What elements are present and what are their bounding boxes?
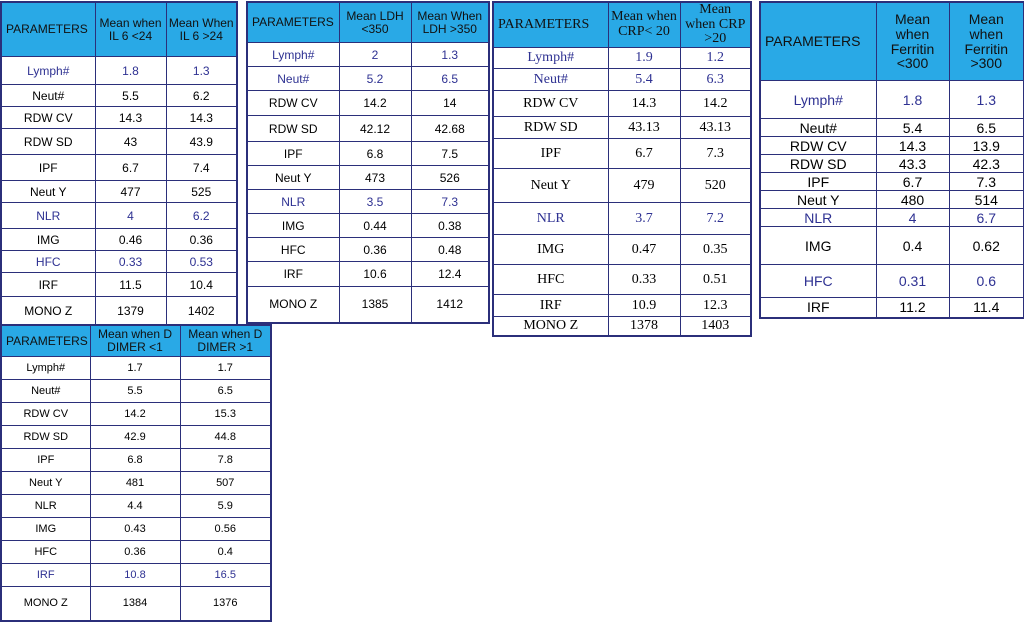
value-cell: 6.7 (95, 155, 166, 181)
table-row (1, 273, 237, 297)
header-col-1: Mean LDH <350 (339, 2, 411, 43)
value-cell: 43.13 (680, 117, 751, 139)
value-cell: 5.2 (339, 67, 411, 91)
value-cell: 0.33 (608, 265, 680, 295)
table-row (247, 166, 489, 190)
param-name: RDW CV (1, 403, 90, 426)
value-cell: 0.33 (95, 251, 166, 273)
param-name: IMG (247, 214, 339, 238)
param-name: NLR (1, 203, 95, 229)
value-cell: 6.5 (411, 67, 489, 91)
table-row (1, 229, 237, 251)
table-row (493, 139, 751, 169)
table-row (760, 119, 1024, 137)
value-cell: 0.47 (608, 235, 680, 265)
table-row (247, 214, 489, 238)
param-name: NLR (1, 495, 90, 518)
param-name: NLR (493, 203, 608, 235)
param-name: HFC (247, 238, 339, 262)
table-row (760, 191, 1024, 209)
table-header-row (247, 2, 489, 43)
param-name: MONO Z (493, 317, 608, 336)
value-cell: 1384 (90, 587, 180, 621)
value-cell: 5.4 (608, 69, 680, 91)
value-cell: 43.13 (608, 117, 680, 139)
value-cell: 0.62 (949, 227, 1024, 265)
header-parameters: PARAMETERS (1, 2, 95, 57)
table-row (493, 169, 751, 203)
value-cell: 1385 (339, 287, 411, 323)
param-name: Lymph# (493, 48, 608, 69)
table-row (247, 91, 489, 116)
value-cell: 10.6 (339, 262, 411, 287)
table-row (1, 403, 271, 426)
param-name: RDW CV (1, 107, 95, 129)
il6-comparison-table (0, 1, 238, 327)
value-cell: 16.5 (180, 564, 271, 587)
value-cell: 0.46 (95, 229, 166, 251)
value-cell: 5.4 (876, 119, 949, 137)
ldh-comparison-table (246, 1, 490, 324)
param-name: Neut# (493, 69, 608, 91)
value-cell: 0.56 (180, 518, 271, 541)
header-col-2: Mean when Ferritin >300 (949, 2, 1024, 81)
crp-comparison-table (492, 1, 752, 337)
value-cell: 5.9 (180, 495, 271, 518)
param-name: RDW SD (760, 155, 876, 173)
header-col-2: Mean When IL 6 >24 (166, 2, 237, 57)
value-cell: 0.48 (411, 238, 489, 262)
table-row (1, 297, 237, 326)
table-row (493, 48, 751, 69)
table-row (493, 265, 751, 295)
table-header-row (1, 2, 237, 57)
table-row (1, 495, 271, 518)
value-cell: 10.4 (166, 273, 237, 297)
value-cell: 526 (411, 166, 489, 190)
table-row (1, 587, 271, 621)
value-cell: 5.5 (95, 85, 166, 107)
table-row (247, 190, 489, 214)
value-cell: 1.8 (95, 57, 166, 85)
value-cell: 0.51 (680, 265, 751, 295)
param-name: RDW SD (1, 129, 95, 155)
param-name: IRF (1, 564, 90, 587)
value-cell: 6.8 (339, 142, 411, 166)
header-col-1: Mean when D DIMER <1 (90, 325, 180, 357)
table-row (1, 472, 271, 495)
value-cell: 42.9 (90, 426, 180, 449)
table-row (493, 295, 751, 317)
header-col-2: Mean when CRP >20 (680, 2, 751, 48)
param-name: Neut Y (1, 181, 95, 203)
value-cell: 14.3 (166, 107, 237, 129)
param-name: Neut Y (1, 472, 90, 495)
value-cell: 6.7 (608, 139, 680, 169)
value-cell: 42.12 (339, 116, 411, 142)
value-cell: 477 (95, 181, 166, 203)
value-cell: 1.3 (411, 43, 489, 67)
param-name: NLR (247, 190, 339, 214)
table-row (1, 449, 271, 472)
value-cell: 7.5 (411, 142, 489, 166)
param-name: MONO Z (1, 297, 95, 326)
table-row (1, 57, 237, 85)
value-cell: 14 (411, 91, 489, 116)
value-cell: 0.36 (90, 541, 180, 564)
value-cell: 43.3 (876, 155, 949, 173)
header-col-1: Mean when IL 6 <24 (95, 2, 166, 57)
param-name: IRF (493, 295, 608, 317)
value-cell: 0.36 (339, 238, 411, 262)
table-row (760, 265, 1024, 298)
table-row (247, 238, 489, 262)
value-cell: 479 (608, 169, 680, 203)
param-name: RDW CV (493, 91, 608, 117)
value-cell: 0.4 (180, 541, 271, 564)
param-name: Neut# (247, 67, 339, 91)
value-cell: 7.3 (680, 139, 751, 169)
param-name: HFC (1, 251, 95, 273)
param-name: IPF (1, 155, 95, 181)
header-col-2: Mean when D DIMER >1 (180, 325, 271, 357)
value-cell: 1.3 (166, 57, 237, 85)
value-cell: 42.68 (411, 116, 489, 142)
ferritin-comparison-table (759, 1, 1024, 319)
table-row (1, 518, 271, 541)
value-cell: 520 (680, 169, 751, 203)
param-name: MONO Z (247, 287, 339, 323)
param-name: IRF (1, 273, 95, 297)
param-name: Lymph# (760, 81, 876, 119)
table-row (1, 203, 237, 229)
param-name: IPF (493, 139, 608, 169)
param-name: IMG (1, 229, 95, 251)
param-name: Neut# (1, 85, 95, 107)
table-row (493, 317, 751, 336)
value-cell: 0.44 (339, 214, 411, 238)
value-cell: 14.3 (876, 137, 949, 155)
value-cell: 42.3 (949, 155, 1024, 173)
value-cell: 473 (339, 166, 411, 190)
table-row (1, 181, 237, 203)
table-row (493, 91, 751, 117)
value-cell: 1403 (680, 317, 751, 336)
table-row (247, 43, 489, 67)
value-cell: 0.4 (876, 227, 949, 265)
table-row (1, 541, 271, 564)
param-name: Neut Y (760, 191, 876, 209)
param-name: IPF (247, 142, 339, 166)
value-cell: 13.9 (949, 137, 1024, 155)
table-row (760, 173, 1024, 191)
header-col-2: Mean When LDH >350 (411, 2, 489, 43)
param-name: IPF (760, 173, 876, 191)
param-name: Lymph# (1, 57, 95, 85)
param-name: RDW SD (493, 117, 608, 139)
header-parameters: PARAMETERS (760, 2, 876, 81)
table-row (247, 287, 489, 323)
value-cell: 6.7 (876, 173, 949, 191)
value-cell: 0.53 (166, 251, 237, 273)
value-cell: 1379 (95, 297, 166, 326)
value-cell: 7.8 (180, 449, 271, 472)
param-name: Neut Y (493, 169, 608, 203)
param-name: RDW SD (1, 426, 90, 449)
param-name: IRF (760, 298, 876, 318)
table-row (493, 203, 751, 235)
param-name: Neut Y (247, 166, 339, 190)
param-name: Lymph# (247, 43, 339, 67)
value-cell: 7.3 (411, 190, 489, 214)
value-cell: 3.7 (608, 203, 680, 235)
table-row (1, 107, 237, 129)
value-cell: 5.5 (90, 380, 180, 403)
value-cell: 11.4 (949, 298, 1024, 318)
value-cell: 0.6 (949, 265, 1024, 298)
table-row (1, 85, 237, 107)
value-cell: 6.7 (949, 209, 1024, 227)
value-cell: 514 (949, 191, 1024, 209)
value-cell: 1.9 (608, 48, 680, 69)
table-header-row (493, 2, 751, 48)
param-name: IPF (1, 449, 90, 472)
table-row (760, 209, 1024, 227)
header-col-1: Mean when Ferritin <300 (876, 2, 949, 81)
table-row (493, 117, 751, 139)
value-cell: 15.3 (180, 403, 271, 426)
value-cell: 6.2 (166, 85, 237, 107)
value-cell: 481 (90, 472, 180, 495)
param-name: Neut# (760, 119, 876, 137)
table-row (760, 81, 1024, 119)
param-name: NLR (760, 209, 876, 227)
table-row (247, 67, 489, 91)
value-cell: 11.2 (876, 298, 949, 318)
value-cell: 14.2 (339, 91, 411, 116)
value-cell: 1412 (411, 287, 489, 323)
value-cell: 14.2 (680, 91, 751, 117)
header-parameters: PARAMETERS (493, 2, 608, 48)
table-row (1, 251, 237, 273)
param-name: IMG (493, 235, 608, 265)
value-cell: 44.8 (180, 426, 271, 449)
param-name: RDW SD (247, 116, 339, 142)
table-row (760, 298, 1024, 318)
value-cell: 0.31 (876, 265, 949, 298)
value-cell: 1376 (180, 587, 271, 621)
param-name: RDW CV (760, 137, 876, 155)
param-name: Lymph# (1, 357, 90, 380)
table-row (247, 116, 489, 142)
table-row (1, 129, 237, 155)
value-cell: 43.9 (166, 129, 237, 155)
value-cell: 1402 (166, 297, 237, 326)
value-cell: 0.36 (166, 229, 237, 251)
value-cell: 507 (180, 472, 271, 495)
param-name: RDW CV (247, 91, 339, 116)
value-cell: 7.4 (166, 155, 237, 181)
value-cell: 6.5 (949, 119, 1024, 137)
value-cell: 14.2 (90, 403, 180, 426)
table-row (1, 380, 271, 403)
value-cell: 1378 (608, 317, 680, 336)
value-cell: 4.4 (90, 495, 180, 518)
d-dimer-comparison-table (0, 324, 272, 622)
table-row (1, 564, 271, 587)
value-cell: 11.5 (95, 273, 166, 297)
table-row (760, 137, 1024, 155)
value-cell: 1.7 (90, 357, 180, 380)
param-name: HFC (760, 265, 876, 298)
header-col-1: Mean when CRP< 20 (608, 2, 680, 48)
value-cell: 6.5 (180, 380, 271, 403)
param-name: Neut# (1, 380, 90, 403)
value-cell: 6.3 (680, 69, 751, 91)
table-row (247, 262, 489, 287)
table-header-row (760, 2, 1024, 81)
value-cell: 6.2 (166, 203, 237, 229)
value-cell: 525 (166, 181, 237, 203)
value-cell: 0.38 (411, 214, 489, 238)
value-cell: 14.3 (95, 107, 166, 129)
value-cell: 12.4 (411, 262, 489, 287)
param-name: MONO Z (1, 587, 90, 621)
value-cell: 10.9 (608, 295, 680, 317)
value-cell: 1.2 (680, 48, 751, 69)
param-name: HFC (1, 541, 90, 564)
value-cell: 7.2 (680, 203, 751, 235)
table-row (1, 357, 271, 380)
header-parameters: PARAMETERS (1, 325, 90, 357)
value-cell: 3.5 (339, 190, 411, 214)
value-cell: 1.8 (876, 81, 949, 119)
value-cell: 10.8 (90, 564, 180, 587)
value-cell: 6.8 (90, 449, 180, 472)
param-name: IMG (1, 518, 90, 541)
param-name: IMG (760, 227, 876, 265)
table-row (247, 142, 489, 166)
value-cell: 1.7 (180, 357, 271, 380)
value-cell: 4 (876, 209, 949, 227)
table-row (760, 227, 1024, 265)
value-cell: 4 (95, 203, 166, 229)
value-cell: 0.35 (680, 235, 751, 265)
table-row (760, 155, 1024, 173)
value-cell: 0.43 (90, 518, 180, 541)
value-cell: 12.3 (680, 295, 751, 317)
table-row (493, 235, 751, 265)
table-header-row (1, 325, 271, 357)
value-cell: 2 (339, 43, 411, 67)
value-cell: 43 (95, 129, 166, 155)
table-row (493, 69, 751, 91)
value-cell: 480 (876, 191, 949, 209)
param-name: IRF (247, 262, 339, 287)
table-row (1, 155, 237, 181)
value-cell: 1.3 (949, 81, 1024, 119)
value-cell: 7.3 (949, 173, 1024, 191)
value-cell: 14.3 (608, 91, 680, 117)
header-parameters: PARAMETERS (247, 2, 339, 43)
table-row (1, 426, 271, 449)
param-name: HFC (493, 265, 608, 295)
